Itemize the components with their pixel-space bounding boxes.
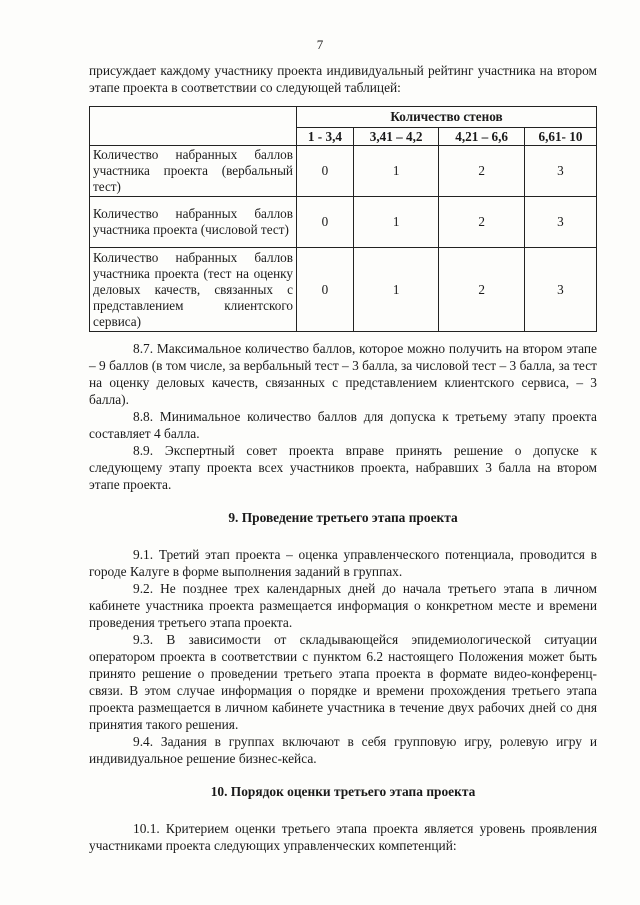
page-number: 7 bbox=[316, 37, 324, 52]
paragraph-8-9: 8.9. Экспертный совет проекта вправе принять решение о допуске к следующему этапу проекта всех участников проекта, набравших 3 балла на втором этапе проекта. bbox=[89, 443, 597, 492]
table-corner-cell bbox=[90, 107, 297, 146]
score-cell: 1 bbox=[353, 146, 439, 197]
range-header: 4,21 – 6,6 bbox=[439, 128, 525, 146]
page-content bbox=[89, 62, 597, 854]
range-header: 6,61- 10 bbox=[524, 128, 596, 146]
score-cell: 0 bbox=[297, 248, 354, 332]
score-cell: 3 bbox=[524, 197, 596, 248]
paragraph-9-1: 9.1. Третий этап проекта – оценка управленческого потенциала, проводится в городе Калуге в форме выполнения заданий в группах. bbox=[89, 547, 597, 579]
rating-table bbox=[89, 106, 597, 332]
table-row bbox=[90, 248, 597, 332]
score-cell: 3 bbox=[524, 248, 596, 332]
row-label: Количество набранных баллов участника проекта (тест на оценку деловых качеств, связанных с представлением клиентского сервиса) bbox=[90, 248, 297, 332]
score-cell: 3 bbox=[524, 146, 596, 197]
range-header: 3,41 – 4,2 bbox=[353, 128, 439, 146]
paragraph-10-1: 10.1. Критерием оценки третьего этапа проекта является уровень проявления участниками проекта следующих управленческих компетенций: bbox=[89, 821, 597, 853]
table-group-header: Количество стенов bbox=[297, 107, 597, 128]
score-cell: 2 bbox=[439, 146, 525, 197]
score-cell: 0 bbox=[297, 146, 354, 197]
table-row bbox=[90, 197, 597, 248]
table-row bbox=[90, 146, 597, 197]
paragraph-8-8: 8.8. Минимальное количество баллов для допуска к третьему этапу проекта составляет 4 балла. bbox=[89, 409, 597, 441]
score-cell: 0 bbox=[297, 197, 354, 248]
range-header: 1 - 3,4 bbox=[297, 128, 354, 146]
row-label: Количество набранных баллов участника проекта (вербальный тест) bbox=[90, 146, 297, 197]
paragraph-9-3: 9.3. В зависимости от складывающейся эпидемиологической ситуации оператором проекта в соответствии с пунктом 6.2 настоящего Положения может быть принято решение о проведении третьего этапа проекта в формате видео-конференц-связи. В этом случае информация о порядке и времени прохождения третьего этапа проекта размещается в личном кабинете участника в течение двух рабочих дней со дня принятия такого решения. bbox=[89, 632, 597, 732]
score-cell: 1 bbox=[353, 197, 439, 248]
intro-paragraph: присуждает каждому участнику проекта индивидуальный рейтинг участника на втором этапе проекта в соответствии со следующей таблицей: bbox=[89, 63, 597, 95]
row-label: Количество набранных баллов участника проекта (числовой тест) bbox=[90, 197, 297, 248]
section-9-title: 9. Проведение третьего этапа проекта bbox=[228, 510, 458, 525]
paragraph-9-4: 9.4. Задания в группах включают в себя групповую игру, ролевую игру и индивидуальное решение бизнес-кейса. bbox=[89, 734, 597, 766]
score-cell: 2 bbox=[439, 197, 525, 248]
score-cell: 2 bbox=[439, 248, 525, 332]
paragraph-9-2: 9.2. Не позднее трех календарных дней до начала третьего этапа в личном кабинете участника проекта размещается информация о конкретном месте и времени проведения третьего этапа проекта. bbox=[89, 581, 597, 630]
paragraph-8-7: 8.7. Максимальное количество баллов, которое можно получить на втором этапе – 9 баллов (в том числе, за вербальный тест – 3 балла, за числовой тест – 3 балла, за тест на оценку деловых качеств, связанных с представлением клиентского сервиса, – 3 балла). bbox=[89, 341, 597, 407]
section-10-title: 10. Порядок оценки третьего этапа проекта bbox=[210, 784, 476, 799]
score-cell: 1 bbox=[353, 248, 439, 332]
